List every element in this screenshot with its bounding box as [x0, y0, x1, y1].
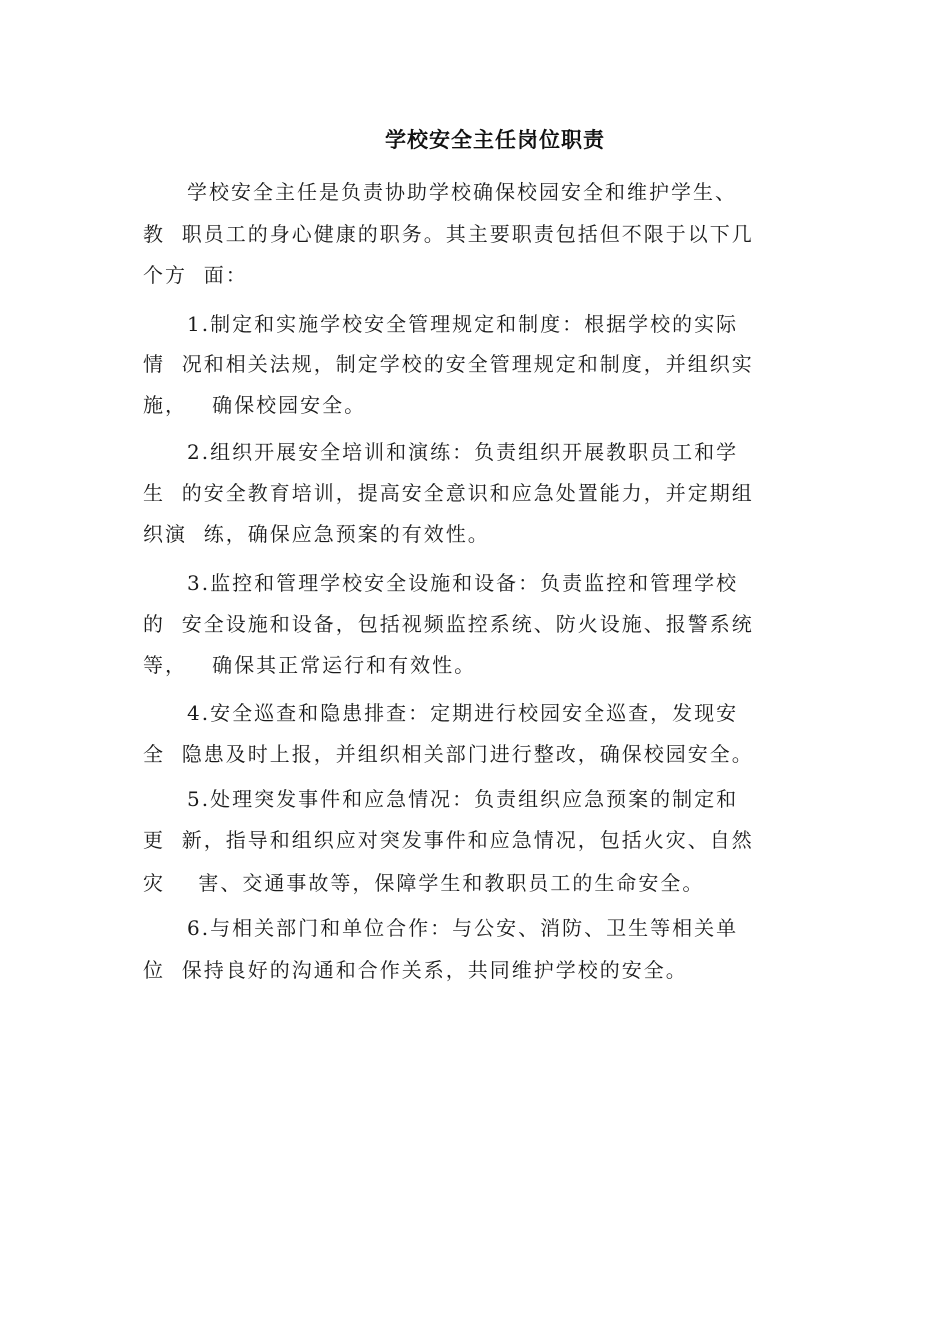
duty-1-line-3: 施， 确保校园安全。 [143, 393, 367, 417]
duty-2-line-3: 织演 练，确保应急预案的有效性。 [143, 522, 490, 546]
intro-line-2: 教 职员工的身心健康的职务。其主要职责包括但不限于以下几 [143, 222, 754, 246]
document-title: 学校安全主任岗位职责 [385, 128, 605, 152]
duty-2-line-1: 2.组织开展安全培训和演练：负责组织开展教职员工和学 [143, 440, 739, 464]
duty-5-line-3: 灾 害、交通事故等，保障学生和教职员工的生命安全。 [143, 871, 705, 895]
duty-2-line-2: 生 的安全教育培训，提高安全意识和应急处置能力，并定期组 [143, 481, 754, 505]
duty-3-line-2: 的 安全设施和设备，包括视频监控系统、防火设施、报警系统 [143, 612, 754, 636]
duty-5-line-2: 更 新，指导和组织应对突发事件和应急情况，包括火灾、自然 [143, 828, 754, 852]
duty-4-line-2: 全 隐患及时上报，并组织相关部门进行整改，确保校园安全。 [143, 742, 754, 766]
duty-3-line-1: 3.监控和管理学校安全设施和设备：负责监控和管理学校 [143, 571, 739, 595]
duty-5-line-1: 5.处理突发事件和应急情况：负责组织应急预案的制定和 [143, 787, 739, 811]
intro-line-3: 个方 面： [143, 263, 248, 287]
intro-line-1: 学校安全主任是负责协助学校确保校园安全和维护学生、 [143, 180, 737, 204]
duty-3-line-3: 等， 确保其正常运行和有效性。 [143, 653, 477, 677]
duty-1-line-1: 1.制定和实施学校安全管理规定和制度：根据学校的实际 [143, 312, 739, 336]
duty-4-line-1: 4.安全巡查和隐患排查：定期进行校园安全巡查，发现安 [143, 701, 739, 725]
duty-6-line-1: 6.与相关部门和单位合作：与公安、消防、卫生等相关单 [143, 916, 739, 940]
duty-6-line-2: 位 保持良好的沟通和合作关系，共同维护学校的安全。 [143, 958, 688, 982]
duty-1-line-2: 情 况和相关法规，制定学校的安全管理规定和制度，并组织实 [143, 352, 754, 376]
